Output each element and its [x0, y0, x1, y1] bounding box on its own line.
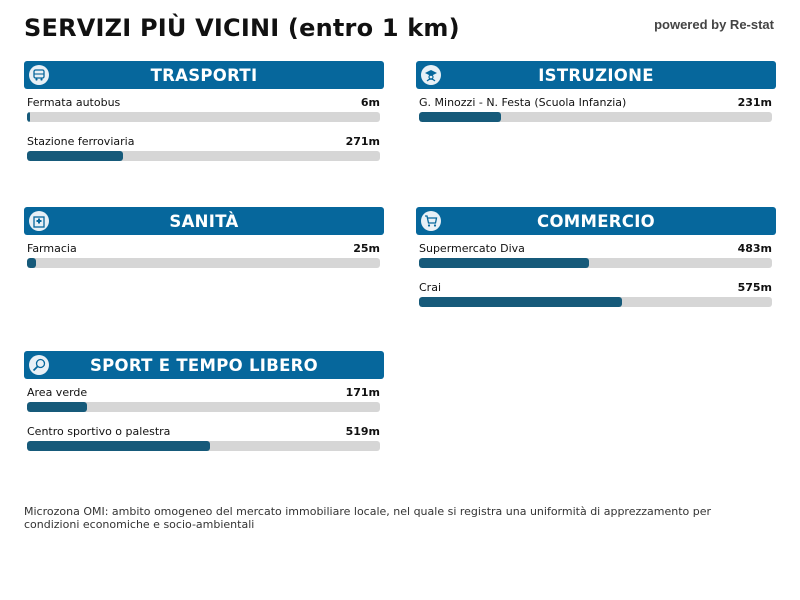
distance-bar-track — [419, 297, 772, 307]
service-label: Stazione ferroviaria — [27, 135, 135, 148]
tennis-racket-icon — [29, 355, 49, 375]
service-item — [419, 96, 772, 122]
category-header-commercio — [416, 207, 776, 235]
category-card-sanita — [24, 207, 384, 268]
category-card-trasporti — [24, 61, 384, 161]
category-card-istruzione — [416, 61, 776, 122]
distance-bar-track — [27, 151, 380, 161]
hospital-icon — [29, 211, 49, 231]
footnote: Microzona OMI: ambito omogeneo del mercato immobiliare locale, nel quale si registra una uniformità di apprezzamento per condizioni economiche e socio-ambientali — [24, 505, 712, 531]
distance-bar-track — [419, 258, 772, 268]
category-title: SPORT E TEMPO LIBERO — [89, 355, 319, 375]
service-distance: 519m — [345, 425, 380, 438]
category-card-sport — [24, 351, 384, 451]
service-distance: 6m — [360, 96, 380, 109]
distance-bar-fill — [419, 258, 589, 268]
service-label: Supermercato Diva — [419, 242, 525, 255]
category-header-sport — [24, 351, 384, 379]
service-list — [24, 96, 384, 161]
bus-icon — [29, 65, 49, 85]
service-list — [416, 242, 776, 307]
distance-bar-track — [27, 258, 380, 268]
service-item — [419, 281, 772, 307]
service-label: Centro sportivo o palestra — [27, 425, 171, 438]
category-title: ISTRUZIONE — [538, 65, 654, 85]
category-title: COMMERCIO — [537, 211, 655, 231]
service-list — [24, 386, 384, 451]
distance-bar-fill — [27, 258, 36, 268]
service-label: Crai — [419, 281, 441, 294]
service-distance: 231m — [737, 96, 772, 109]
category-title: SANITÀ — [169, 211, 239, 231]
category-title: TRASPORTI — [150, 65, 258, 85]
service-item — [27, 135, 380, 161]
shopping-cart-icon — [421, 211, 441, 231]
category-header-trasporti — [24, 61, 384, 89]
service-label: Fermata autobus — [27, 96, 121, 109]
powered-by-logo: powered by Re-stat — [654, 17, 774, 32]
service-label: Farmacia — [27, 242, 77, 255]
service-distance: 171m — [345, 386, 380, 399]
distance-bar-fill — [27, 441, 210, 451]
service-item — [27, 242, 380, 268]
distance-bar-fill — [27, 402, 87, 412]
service-distance: 271m — [345, 135, 380, 148]
service-item — [27, 386, 380, 412]
service-item — [419, 242, 772, 268]
page-title: SERVIZI PIÙ VICINI (entro 1 km) — [24, 14, 460, 42]
distance-bar-track — [27, 402, 380, 412]
distance-bar-track — [27, 441, 380, 451]
service-list — [24, 242, 384, 268]
service-list — [416, 96, 776, 122]
distance-bar-fill — [419, 297, 622, 307]
distance-bar-fill — [419, 112, 501, 122]
distance-bar-fill — [27, 112, 30, 122]
category-header-istruzione — [416, 61, 776, 89]
service-label: G. Minozzi - N. Festa (Scuola Infanzia) — [419, 96, 627, 109]
service-item — [27, 96, 380, 122]
distance-bar-track — [27, 112, 380, 122]
distance-bar-fill — [27, 151, 123, 161]
service-label: Area verde — [27, 386, 88, 399]
service-distance: 575m — [737, 281, 772, 294]
service-distance: 483m — [737, 242, 772, 255]
service-distance: 25m — [353, 242, 380, 255]
service-item — [27, 425, 380, 451]
distance-bar-track — [419, 112, 772, 122]
category-card-commercio — [416, 207, 776, 307]
student-icon — [421, 65, 441, 85]
category-header-sanita — [24, 207, 384, 235]
